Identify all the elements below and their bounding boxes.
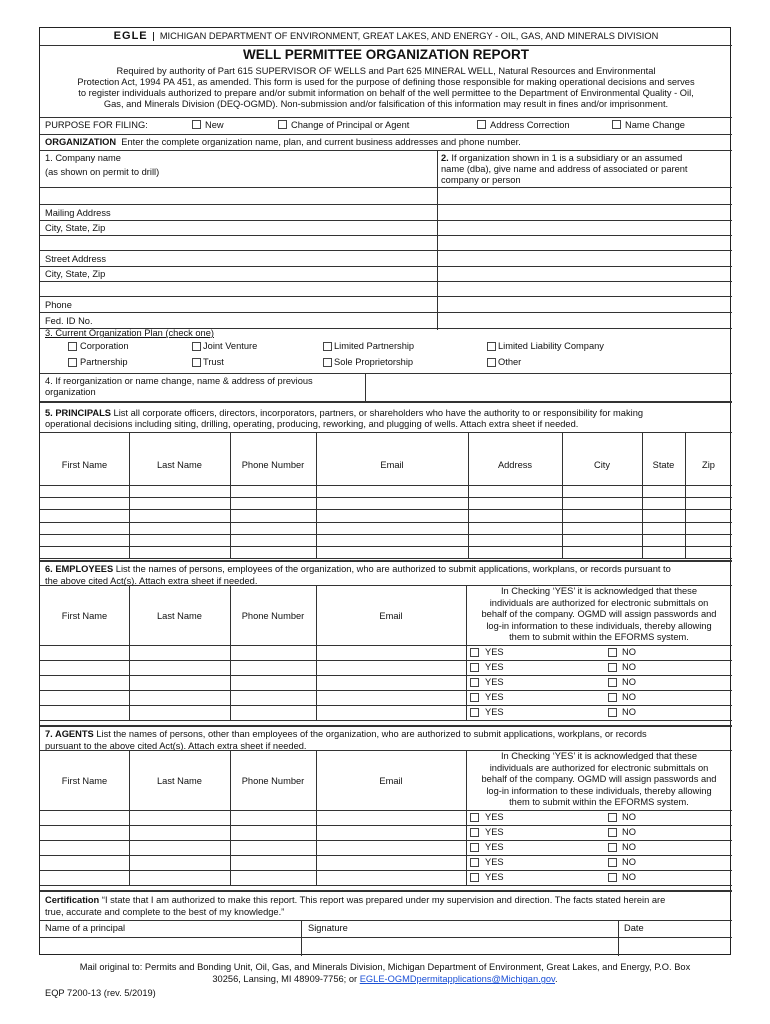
plan-trust-checkbox[interactable] bbox=[192, 358, 201, 367]
organization-heading: ORGANIZATION Enter the complete organization name, plan, and current business addresses and phone number. bbox=[45, 137, 521, 147]
agents-yes-note: In Checking ‘YES’ it is acknowledged that these bbox=[500, 751, 698, 761]
employees-yes-label: YES bbox=[485, 677, 504, 687]
principals-col-header: Last Name bbox=[157, 460, 202, 470]
employees-yes-label: YES bbox=[485, 662, 504, 672]
agents-no-checkbox[interactable] bbox=[608, 858, 617, 867]
employees-cell[interactable] bbox=[130, 646, 229, 659]
plan-corporation-checkbox[interactable] bbox=[68, 342, 77, 351]
employees-yes-note: behalf of the company. OGMD will assign passwords and bbox=[481, 609, 717, 619]
employees-cell[interactable] bbox=[130, 676, 229, 689]
purpose-address-correction-checkbox[interactable] bbox=[477, 120, 486, 129]
principals-heading: 5. PRINCIPALS List all corporate officers, directors, incorporators, partners, or shareholders who have the authority to or responsibility for making bbox=[45, 408, 644, 418]
principals-cell[interactable] bbox=[563, 486, 641, 496]
agents-cell[interactable] bbox=[231, 841, 315, 854]
date-field[interactable] bbox=[620, 938, 730, 955]
employees-cell[interactable] bbox=[41, 706, 128, 719]
employees-instruction-2: the above cited Act(s). Attach extra sheet if needed. bbox=[45, 576, 258, 586]
employees-cell[interactable] bbox=[231, 691, 315, 704]
plan-limited-partnership-checkbox[interactable] bbox=[323, 342, 332, 351]
plan-joint-venture-label: Joint Venture bbox=[203, 341, 258, 351]
agents-col-header: Last Name bbox=[157, 776, 202, 786]
plan-partnership-checkbox[interactable] bbox=[68, 358, 77, 367]
principals-cell[interactable] bbox=[130, 498, 229, 508]
reorg-label: 4. If reorganization or name change, name & address of previous bbox=[45, 376, 313, 386]
principals-cell[interactable] bbox=[563, 535, 641, 545]
plan-corporation-label: Corporation bbox=[80, 341, 129, 351]
subsidiary-label-2: name (dba), give name and address of associated or parent bbox=[441, 164, 688, 174]
principals-cell[interactable] bbox=[643, 523, 684, 533]
principals-cell[interactable] bbox=[317, 510, 467, 520]
principals-cell[interactable] bbox=[41, 523, 128, 533]
employees-yes-label: YES bbox=[485, 647, 504, 657]
agents-heading: 7. AGENTS List the names of persons, other than employees of the organization, who are authorized to submit applications, workplans, or records bbox=[45, 729, 647, 739]
street-address-label: Street Address bbox=[45, 254, 106, 264]
agents-yes-note: individuals are authorized for electronic submittals on bbox=[489, 762, 709, 773]
employees-cell[interactable] bbox=[317, 706, 465, 719]
principals-cell[interactable] bbox=[317, 535, 467, 545]
agents-cell[interactable] bbox=[41, 826, 128, 839]
employees-cell[interactable] bbox=[231, 706, 315, 719]
plan-other-label: Other bbox=[498, 357, 522, 367]
company-name-field[interactable] bbox=[45, 178, 433, 204]
employees-cell[interactable] bbox=[130, 661, 229, 674]
agents-instruction-2: pursuant to the above cited Act(s). Attach extra sheet if needed. bbox=[45, 741, 307, 751]
agents-cell[interactable] bbox=[130, 826, 229, 839]
agents-yes-label: YES bbox=[485, 812, 504, 822]
agents-no-checkbox[interactable] bbox=[608, 828, 617, 837]
principals-cell[interactable] bbox=[130, 510, 229, 520]
employees-no-label: NO bbox=[622, 662, 636, 672]
agents-yes-checkbox[interactable] bbox=[470, 813, 479, 822]
principals-cell[interactable] bbox=[643, 547, 684, 557]
plan-sole-proprietorship-label: Sole Proprietorship bbox=[334, 357, 414, 367]
agents-cell[interactable] bbox=[41, 856, 128, 869]
plan-heading: 3. Current Organization Plan (check one) bbox=[45, 328, 214, 338]
principals-cell[interactable] bbox=[317, 523, 467, 533]
purpose-label: PURPOSE FOR FILING: bbox=[45, 120, 148, 130]
certification-text: Certification “I state that I am authorized to make this report. This report was prepared under my supervision and direction. The facts stated herein are bbox=[45, 895, 666, 905]
employees-cell[interactable] bbox=[41, 676, 128, 689]
agents-cell[interactable] bbox=[130, 856, 229, 869]
agents-cell[interactable] bbox=[41, 841, 128, 854]
employees-yes-note: individuals are authorized for electronic submittals on bbox=[489, 597, 709, 608]
principals-col-header: City bbox=[593, 460, 610, 470]
principals-cell[interactable] bbox=[643, 486, 684, 496]
agents-yes-note: behalf of the company. OGMD will assign passwords and bbox=[481, 774, 717, 784]
employees-no-label: NO bbox=[622, 692, 636, 702]
principals-col-header: Phone Number bbox=[241, 460, 305, 470]
date-label: Date bbox=[624, 923, 644, 933]
reorg-field[interactable] bbox=[367, 375, 729, 399]
principals-cell[interactable] bbox=[643, 498, 684, 508]
agents-cell[interactable] bbox=[231, 871, 315, 884]
agents-yes-checkbox[interactable] bbox=[470, 858, 479, 867]
principals-cell[interactable] bbox=[231, 486, 315, 496]
employees-cell[interactable] bbox=[41, 691, 128, 704]
principals-cell[interactable] bbox=[231, 535, 315, 545]
form bbox=[39, 27, 731, 955]
principals-cell[interactable] bbox=[686, 535, 731, 545]
principals-cell[interactable] bbox=[130, 486, 229, 496]
principals-cell[interactable] bbox=[469, 523, 561, 533]
principals-cell[interactable] bbox=[130, 547, 229, 557]
principals-cell[interactable] bbox=[231, 510, 315, 520]
agents-cell[interactable] bbox=[231, 811, 315, 824]
principals-cell[interactable] bbox=[686, 486, 731, 496]
employees-no-checkbox[interactable] bbox=[608, 693, 617, 702]
principals-cell[interactable] bbox=[563, 498, 641, 508]
agents-cell[interactable] bbox=[317, 871, 465, 884]
principals-cell[interactable] bbox=[317, 486, 467, 496]
signature-field[interactable] bbox=[303, 938, 616, 955]
agents-cell[interactable] bbox=[231, 826, 315, 839]
principals-cell[interactable] bbox=[563, 510, 641, 520]
agents-yes-checkbox[interactable] bbox=[470, 873, 479, 882]
employees-yes-note: In Checking ‘YES’ it is acknowledged that these bbox=[500, 586, 698, 596]
employees-cell[interactable] bbox=[317, 646, 465, 659]
agents-yes-note: them to submit within the EFORMS system. bbox=[509, 797, 689, 807]
employees-cell[interactable] bbox=[231, 646, 315, 659]
egle-logo: EGLE bbox=[113, 30, 148, 42]
principals-cell[interactable] bbox=[469, 486, 561, 496]
principal-name-label: Name of a principal bbox=[45, 923, 126, 933]
agents-cell[interactable] bbox=[41, 811, 128, 824]
employees-cell[interactable] bbox=[41, 661, 128, 674]
plan-joint-venture-checkbox[interactable] bbox=[192, 342, 201, 351]
signature-label: Signature bbox=[308, 923, 348, 933]
employees-yes-checkbox[interactable] bbox=[470, 678, 479, 687]
city-state-zip-label-2: City, State, Zip bbox=[45, 269, 106, 279]
principal-name-field[interactable] bbox=[42, 938, 299, 955]
plan-other-checkbox[interactable] bbox=[487, 358, 496, 367]
agents-no-label: NO bbox=[622, 827, 636, 837]
principals-cell[interactable] bbox=[130, 535, 229, 545]
agents-cell[interactable] bbox=[130, 871, 229, 884]
subsidiary-label-3: company or person bbox=[441, 175, 521, 185]
agents-yes-checkbox[interactable] bbox=[470, 828, 479, 837]
principals-cell[interactable] bbox=[231, 498, 315, 508]
principals-cell[interactable] bbox=[686, 498, 731, 508]
purpose-address-correction-label: Address Correction bbox=[490, 120, 570, 130]
employees-yes-label: YES bbox=[485, 692, 504, 702]
form-id: EQP 7200-13 (rev. 5/2019) bbox=[45, 988, 156, 998]
subsidiary-label: 2. If organization shown in 1 is a subsidiary or an assumed bbox=[441, 153, 683, 163]
principals-cell[interactable] bbox=[41, 510, 128, 520]
employees-col-header: First Name bbox=[61, 611, 108, 621]
agents-cell[interactable] bbox=[317, 811, 465, 824]
employees-yes-note: log-in information to these individuals, thereby allowing bbox=[486, 620, 712, 631]
certification-text-2: true, accurate and complete to the best of my knowledge.” bbox=[45, 907, 285, 917]
employees-yes-label: YES bbox=[485, 707, 504, 717]
principals-cell[interactable] bbox=[643, 510, 684, 520]
plan-trust-label: Trust bbox=[203, 357, 224, 367]
intro-line-3: to register individuals authorized to prepare and/or submit information on behalf of the well permittee to the Department of Environmental Quality - Oil, bbox=[78, 88, 694, 98]
agency-name: MICHIGAN DEPARTMENT OF ENVIRONMENT, GREAT LAKES, AND ENERGY - OIL, GAS, AND MINERALS DIVISION bbox=[159, 31, 659, 41]
principals-cell[interactable] bbox=[41, 486, 128, 496]
plan-limited-partnership-label: Limited Partnership bbox=[334, 341, 415, 351]
agents-col-header: Phone Number bbox=[241, 776, 305, 786]
employees-yes-checkbox[interactable] bbox=[470, 693, 479, 702]
agents-yes-label: YES bbox=[485, 857, 504, 867]
employees-yes-checkbox[interactable] bbox=[470, 708, 479, 717]
intro-line-2: Protection Act, 1994 PA 451, as amended. This form is used for the purpose of defining those responsible for making operational decisions and serves bbox=[77, 77, 695, 87]
principals-cell[interactable] bbox=[469, 498, 561, 508]
page-title: WELL PERMITTEE ORGANIZATION REPORT bbox=[243, 47, 529, 62]
employees-col-header: Email bbox=[379, 611, 403, 621]
purpose-name-change-checkbox[interactable] bbox=[612, 120, 621, 129]
company-name-label: 1. Company name bbox=[45, 153, 121, 163]
agents-no-checkbox[interactable] bbox=[608, 813, 617, 822]
employees-yes-checkbox[interactable] bbox=[470, 648, 479, 657]
employees-yes-checkbox[interactable] bbox=[470, 663, 479, 672]
employees-cell[interactable] bbox=[317, 676, 465, 689]
mail-instructions-2: 30256, Lansing, MI 48909-7756; or EGLE-OGMDpermitapplications@Michigan.gov. bbox=[212, 974, 558, 984]
employees-cell[interactable] bbox=[41, 646, 128, 659]
employees-no-checkbox[interactable] bbox=[608, 708, 617, 717]
principals-cell[interactable] bbox=[231, 547, 315, 557]
principals-cell[interactable] bbox=[643, 535, 684, 545]
agents-no-label: NO bbox=[622, 872, 636, 882]
principals-cell[interactable] bbox=[317, 547, 467, 557]
plan-llc-checkbox[interactable] bbox=[487, 342, 496, 351]
company-name-note: (as shown on permit to drill) bbox=[45, 167, 160, 177]
agents-yes-label: YES bbox=[485, 827, 504, 837]
fed-id-label: Fed. ID No. bbox=[45, 316, 93, 326]
principals-cell[interactable] bbox=[469, 547, 561, 557]
agents-yes-label: YES bbox=[485, 842, 504, 852]
employees-heading: 6. EMPLOYEES List the names of persons, employees of the organization, who are authorized to submit applications, workplans, or records pursuant to bbox=[45, 564, 671, 574]
principals-cell[interactable] bbox=[563, 547, 641, 557]
employees-col-header: Last Name bbox=[157, 611, 202, 621]
employees-no-label: NO bbox=[622, 647, 636, 657]
principals-cell[interactable] bbox=[469, 510, 561, 520]
principals-col-header: Email bbox=[380, 460, 404, 470]
intro-line-1: Required by authority of Part 615 SUPERVISOR OF WELLS and Part 625 MINERAL WELL, Natural Resources and Environmental bbox=[116, 66, 656, 76]
principals-col-header: First Name bbox=[61, 460, 108, 470]
employees-yes-note: them to submit within the EFORMS system. bbox=[509, 632, 689, 642]
intro-line-4: Gas, and Minerals Division (DEQ-OGMD). Non-submission and/or falsification of this information may result in fines and/or imprisonment. bbox=[103, 99, 669, 109]
agents-cell[interactable] bbox=[231, 856, 315, 869]
email-link[interactable]: EGLE-OGMDpermitapplications@Michigan.gov bbox=[359, 974, 555, 984]
employees-no-checkbox[interactable] bbox=[608, 648, 617, 657]
agents-no-label: NO bbox=[622, 857, 636, 867]
principals-cell[interactable] bbox=[563, 523, 641, 533]
employees-no-checkbox[interactable] bbox=[608, 663, 617, 672]
employees-cell[interactable] bbox=[130, 691, 229, 704]
agents-no-label: NO bbox=[622, 812, 636, 822]
city-state-zip-label-1: City, State, Zip bbox=[45, 223, 106, 233]
purpose-new-checkbox[interactable] bbox=[192, 120, 201, 129]
employees-no-checkbox[interactable] bbox=[608, 678, 617, 687]
employees-no-label: NO bbox=[622, 707, 636, 717]
principals-cell[interactable] bbox=[686, 547, 731, 557]
employees-cell[interactable] bbox=[317, 691, 465, 704]
principals-cell[interactable] bbox=[317, 498, 467, 508]
agents-no-label: NO bbox=[622, 842, 636, 852]
agents-cell[interactable] bbox=[130, 811, 229, 824]
principals-col-header: Zip bbox=[702, 460, 715, 470]
principals-col-header: Address bbox=[497, 460, 533, 470]
agents-no-checkbox[interactable] bbox=[608, 843, 617, 852]
principals-cell[interactable] bbox=[41, 547, 128, 557]
agency-header bbox=[40, 31, 732, 42]
principals-cell[interactable] bbox=[41, 498, 128, 508]
employees-no-label: NO bbox=[622, 677, 636, 687]
agents-cell[interactable] bbox=[130, 841, 229, 854]
purpose-change-principal-label: Change of Principal or Agent bbox=[291, 120, 410, 130]
agents-cell[interactable] bbox=[317, 856, 465, 869]
principals-cell[interactable] bbox=[686, 523, 731, 533]
employees-cell[interactable] bbox=[130, 706, 229, 719]
agents-cell[interactable] bbox=[317, 826, 465, 839]
plan-sole-proprietorship-checkbox[interactable] bbox=[323, 358, 332, 367]
plan-partnership-label: Partnership bbox=[80, 357, 128, 367]
agents-yes-checkbox[interactable] bbox=[470, 843, 479, 852]
mail-instructions: Mail original to: Permits and Bonding Unit, Oil, Gas, and Minerals Division, Michigan Department of Environment, Great Lakes, and Energy, P.O. Box bbox=[79, 962, 691, 972]
agents-cell[interactable] bbox=[41, 871, 128, 884]
principals-cell[interactable] bbox=[130, 523, 229, 533]
mailing-address-label: Mailing Address bbox=[45, 208, 111, 218]
employees-cell[interactable] bbox=[231, 661, 315, 674]
principals-cell[interactable] bbox=[686, 510, 731, 520]
agents-yes-label: YES bbox=[485, 872, 504, 882]
principals-instruction-2: operational decisions including siting, drilling, operating, producing, reworking, and plugging of wells. Attach extra sheet if needed. bbox=[45, 419, 579, 429]
purpose-name-change-label: Name Change bbox=[625, 120, 685, 130]
agents-cell[interactable] bbox=[317, 841, 465, 854]
principals-cell[interactable] bbox=[41, 535, 128, 545]
purpose-change-principal-checkbox[interactable] bbox=[278, 120, 287, 129]
agents-yes-note: log-in information to these individuals, thereby allowing bbox=[486, 785, 712, 796]
principals-cell[interactable] bbox=[231, 523, 315, 533]
agents-col-header: First Name bbox=[61, 776, 108, 786]
agents-no-checkbox[interactable] bbox=[608, 873, 617, 882]
purpose-new-label: New bbox=[205, 120, 224, 130]
employees-cell[interactable] bbox=[231, 676, 315, 689]
phone-label: Phone bbox=[45, 300, 72, 310]
reorg-label-2: organization bbox=[45, 387, 96, 397]
principals-col-header: State bbox=[652, 460, 675, 470]
agents-col-header: Email bbox=[379, 776, 403, 786]
employees-col-header: Phone Number bbox=[241, 611, 305, 621]
employees-cell[interactable] bbox=[317, 661, 465, 674]
principals-cell[interactable] bbox=[469, 535, 561, 545]
plan-llc-label: Limited Liability Company bbox=[498, 341, 604, 351]
